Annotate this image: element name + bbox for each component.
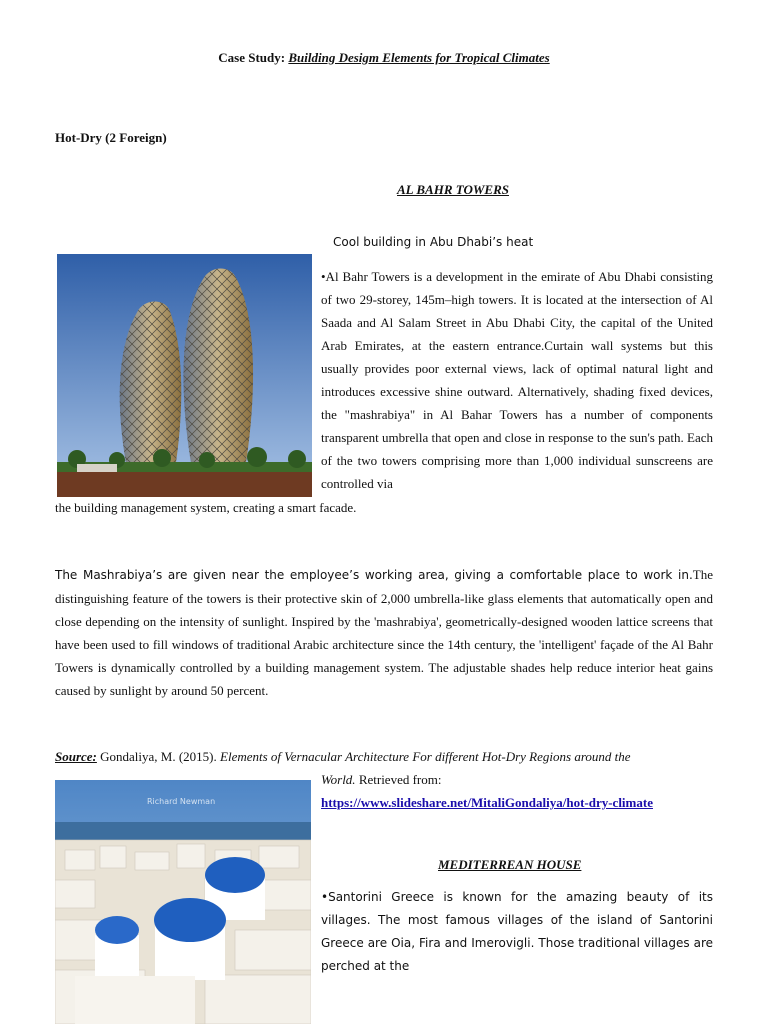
al-bahr-towers-photo [57, 254, 312, 497]
source-citation-continued: World. Retrieved from: https://www.slideshare.net/MitaliGondaliya/hot-dry-climate [321, 772, 653, 810]
al-bahr-paragraph-1-continued: the building management system, creating a smart facade. [55, 500, 357, 515]
section-label: Hot-Dry (2 Foreign) [55, 130, 167, 145]
mediterranean-paragraph: •Santorini Greece is known for the amazing beauty of its villages. The most famous villages of the island of Santorini Greece are Oia, Fira and Imerovigli. Those traditional villages are perched at the [321, 890, 713, 973]
al-bahr-paragraph-2: The Mashrabiya’s are given near the employee’s working area, giving a comfortable place to work in.The distinguishing feature of the towers is their protective skin of 2,000 umbrella-like glass elements that automatically open and close depending on the intensity of sunlight. Inspired by the 'mashrabiya', geometrically-designed wooden lattice screens that have been used to fill windows of traditional Arabic architecture since the 14th century, the 'intelligent' façade of the Al Bahr Towers is dynamically controlled by a building management system. The adjustable shades help reduce interior heat gains caused by sunlight by around 50 percent. [55, 567, 713, 698]
source-link[interactable]: https://www.slideshare.net/MitaliGondaliya/hot-dry-climate [321, 795, 653, 810]
document-title: Case Study: Building Desigm Elements for Tropical Climates [218, 50, 550, 65]
source-citation: Source: Gondaliya, M. (2015). Elements of Vernacular Architecture For different Hot-Dry Regions around the [55, 749, 631, 764]
al-bahr-paragraph-1: •Al Bahr Towers is a development in the emirate of Abu Dhabi consisting of two 29-storey, 145m–high towers. It is located at the intersection of Al Saada and Al Salam Street in Abu Dhabi City, the capital of the United Arab Emirates, at the eastern entrance.Curtain wall systems but this usually provides poor external views, lack of optimal natural light and introduces excessive shine outward. Alternatively, shading fixed devices, the "mashrabiya" in Al Bahar Towers has a number of components transparent umbrella that open and close in response to the sun's path. Each of the two towers comprising more than 1,000 individual sunscreens are controlled via [321, 269, 713, 491]
al-bahr-tagline: Cool building in Abu Dhabi’s heat [333, 235, 534, 249]
al-bahr-heading: AL BAHR TOWERS [397, 182, 509, 197]
santorini-photo [55, 780, 311, 1024]
source-work-title: Elements of Vernacular Architecture For different Hot-Dry Regions around the [220, 749, 631, 764]
mediterranean-heading: MEDITERREAN HOUSE [438, 857, 582, 872]
photo-watermark: Richard Newman [147, 797, 216, 806]
source-label: Source: [55, 749, 97, 764]
document-title-subject: Building Desigm Elements for Tropical Climates [288, 50, 550, 65]
